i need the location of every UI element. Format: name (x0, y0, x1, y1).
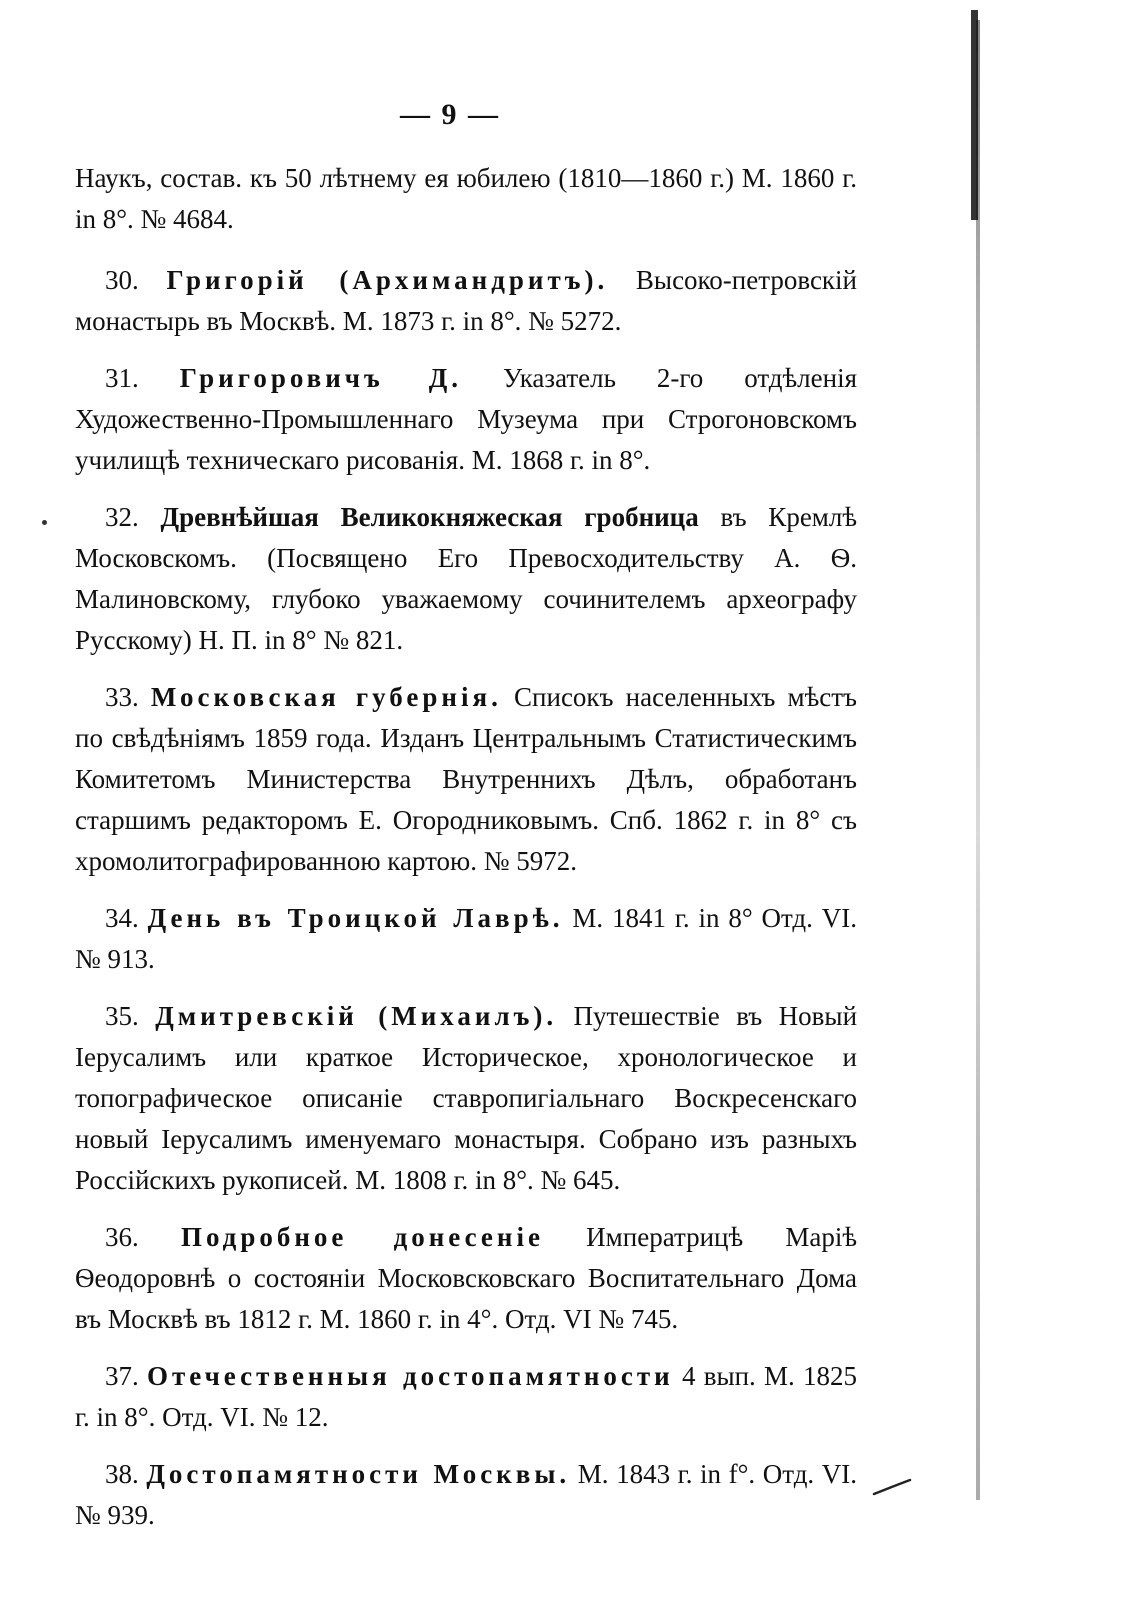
binding-edge-shadow (976, 20, 980, 1500)
bibliography-entry (75, 996, 857, 1201)
ink-speck (42, 520, 47, 525)
entry-text: Наукъ, состав. къ 50 лѣтнему ея юбилею (1810—1860 г.) М. 1860 г. in 8°. № 4684. (75, 163, 857, 234)
entry-heading: Григоровичъ Д. (179, 363, 463, 393)
entry-number: 33. (105, 682, 139, 712)
bibliography-entry (75, 260, 857, 342)
entry-heading: Дмитревскій (Михаилъ). (155, 1001, 558, 1031)
bibliography-entry-continued (75, 158, 857, 240)
bibliography-entry (75, 497, 857, 661)
entry-text: въ Кремлѣ Московскомъ. (Посвящено Его Превосходительству А. Ѳ. Малиновскому, глубоко уважаемому сочинителемъ археографу Русскому) Н. П. in 8° № 821. (75, 502, 858, 655)
entry-number: 37. (105, 1361, 139, 1391)
entry-text: М. 1843 г. in f°. Отд. VI. № 939. (75, 1459, 858, 1530)
entry-text: Императрицѣ Маріѣ Ѳеодоровнѣ о состояніи Московсковскаго Воспитательнаго Дома въ Москвѣ въ 1812 г. М. 1860 г. in 4°. Отд. VI № 745. (75, 1222, 858, 1334)
entry-heading: Древнѣйшая Великокняжеская гробница (160, 502, 699, 532)
entry-heading: Достопамятности Москвы. (146, 1459, 571, 1489)
entry-number: 31. (105, 363, 139, 393)
bibliography-entry (75, 1356, 857, 1438)
entry-number: 35. (105, 1001, 139, 1031)
entry-text: Списокъ населенныхъ мѣстъ по свѣдѣніямъ 1859 года. Изданъ Центральнымъ Статистическимъ Комитетомъ Министерства Внутреннихъ Дѣлъ, обработанъ старшимъ редакторомъ Е. Огородниковымъ. Спб. 1862 г. in 8° съ хромолитографированною картою. № 5972. (75, 682, 857, 876)
entry-text: 4 вып. М. 1825 г. in 8°. Отд. VI. № 12. (75, 1361, 858, 1432)
binding-edge-dark (971, 10, 978, 220)
entry-text: Высоко-петровскій монастырь въ Москвѣ. М. 1873 г. in 8°. № 5272. (75, 265, 857, 336)
entry-heading: День въ Троицкой Лаврѣ. (147, 903, 564, 933)
entry-heading: Подробное донесеніе (180, 1222, 544, 1252)
entry-number: 36. (105, 1222, 139, 1252)
entry-heading: Отечественныя достопамятности (147, 1361, 674, 1391)
bibliography-entry (75, 677, 857, 882)
bibliography-list (75, 158, 857, 1552)
entry-text: Путешествіе въ Новый Іерусалимъ или краткое Историческое, хронологическое и топографическое описаніе ставропигіальнаго Воскресенскаго новый Іерусалимъ именуемаго монастыря. Собрано изъ разныхъ Россійскихъ рукописей. М. 1808 г. in 8°. № 645. (75, 1001, 858, 1195)
entry-heading: Московская губернія. (150, 682, 502, 712)
entry-number: 34. (105, 903, 139, 933)
entry-text: М. 1841 г. in 8° Отд. VI. № 913. (75, 903, 858, 974)
entry-heading: Григорій (Архимандритъ). (166, 265, 609, 295)
bibliography-entry (75, 1217, 857, 1340)
page-number: — 9 — (400, 98, 500, 131)
bibliography-entry (75, 1454, 857, 1536)
entry-number: 38. (105, 1459, 139, 1489)
entry-text: Указатель 2-го отдѣленія Художественно-Промышленнаго Музеума при Строгоновскомъ училищѣ техническаго рисованія. М. 1868 г. in 8°. (75, 363, 858, 475)
bibliography-entry (75, 898, 857, 980)
pen-stroke-mark (872, 1478, 912, 1498)
bibliography-entry (75, 358, 857, 481)
entry-number: 30. (105, 265, 139, 295)
entry-number: 32. (105, 502, 139, 532)
